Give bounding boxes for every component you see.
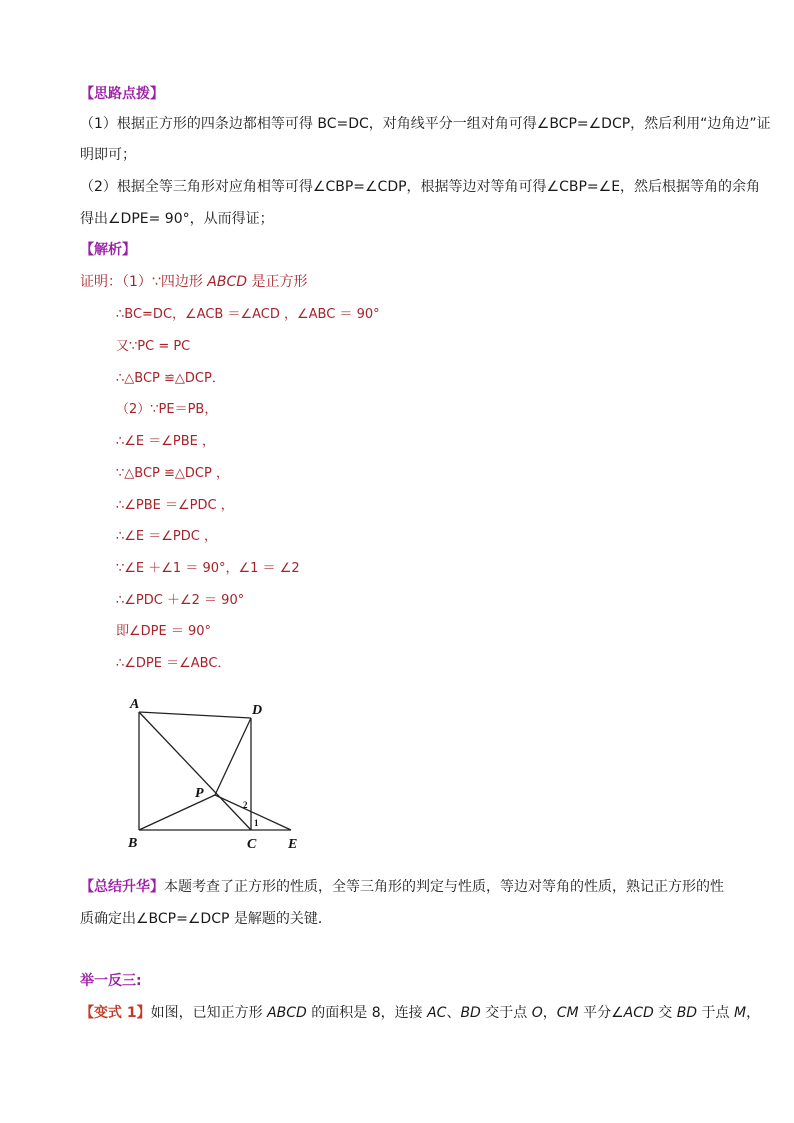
label-d: D <box>252 703 263 718</box>
variant-text: ， <box>542 1005 557 1021</box>
proof-step: ∵∠E ＋∠1 ＝ 90°，∠1 ＝ ∠2 <box>116 561 300 576</box>
variant-var: ACD <box>623 1005 654 1021</box>
variant-var: CM <box>556 1005 579 1021</box>
proof-step: 即∠DPE ＝ 90° <box>116 624 212 639</box>
proof-intro-var: ABCD <box>207 274 248 290</box>
variant-text: 如图，已知正方形 <box>150 1005 268 1021</box>
hint-1-line1: （1）根据正方形的四条边都相等可得 BC=DC，对角线平分一组对角可得∠BCP=∠DCP，然后利用“边角边”证 <box>80 116 771 132</box>
variant-var: ABCD <box>267 1005 307 1021</box>
proof-step: 又∵PC = PC <box>116 339 191 354</box>
variant-var: M <box>734 1005 747 1021</box>
variant-label: 【变式 1】 <box>80 1005 151 1021</box>
label-b: B <box>128 836 138 851</box>
geometry-figure <box>120 696 310 856</box>
proof-step: ∴∠PDC ＋∠2 ＝ 90° <box>116 593 245 608</box>
variant-text: 交于点 <box>480 1005 532 1021</box>
variant-var: BD <box>676 1005 698 1021</box>
variant-var: AC <box>427 1005 447 1021</box>
hint-2-line1: （2）根据全等三角形对应角相等可得∠CBP=∠CDP，根据等边对等角可得∠CBP=∠E，然后根据等角的余角 <box>80 179 761 195</box>
variant-text: 的面积是 8，连接 <box>306 1005 428 1021</box>
proof-step: ∴∠PBE ＝∠PDC ， <box>116 498 234 513</box>
proof-intro-prefix: 证明：（1）∵四边形 <box>80 274 208 290</box>
summary-text-1: 本题考查了正方形的性质，全等三角形的判定与性质，等边对等角的性质，熟记正方形的性 <box>164 879 724 895</box>
proof-intro <box>80 272 307 292</box>
label-angle-2: 2 <box>243 800 248 810</box>
label-c: C <box>247 837 257 852</box>
label-e: E <box>288 837 298 852</box>
variant-var: BD <box>460 1005 481 1021</box>
variant-text: 交 <box>653 1005 677 1021</box>
segment-pe <box>215 795 291 830</box>
segment-bp <box>139 795 215 830</box>
figure-lines <box>139 712 291 830</box>
proof-step: ∴∠E ＝∠PBE ， <box>116 434 216 449</box>
label-a: A <box>130 697 140 712</box>
segment-pd <box>215 718 251 795</box>
variant-text: 平分∠ <box>578 1005 624 1021</box>
proof-step: ∴△BCP ≌△DCP． <box>116 371 225 386</box>
variant-text: 、 <box>446 1005 461 1021</box>
label-angle-1: 1 <box>254 818 259 828</box>
variant-heading: 举一反三: <box>80 973 142 989</box>
proof-intro-suffix: 是正方形 <box>247 274 308 290</box>
proof-step: ∵△BCP ≌△DCP ， <box>116 466 229 481</box>
summary-line2: 质确定出∠BCP=∠DCP 是解题的关键． <box>80 911 332 927</box>
proof-step: （2）∵PE＝PB， <box>116 402 218 417</box>
hint-heading: 【思路点拨】 <box>80 86 164 102</box>
summary-line1 <box>80 877 724 897</box>
segment-ad <box>139 712 251 718</box>
proof-step: ∴∠DPE ＝∠ABC． <box>116 656 231 671</box>
variant-var: O <box>531 1005 543 1021</box>
variant-text: ， <box>746 1005 761 1021</box>
proof-step: ∴BC=DC，∠ACB ＝∠ACD ，∠ABC ＝ 90° <box>116 307 380 322</box>
segment-ac <box>139 712 251 830</box>
analysis-heading: 【解析】 <box>80 242 136 258</box>
hint-2-line2: 得出∠DPE= 90°，从而得证； <box>80 211 274 227</box>
hint-1-line2: 明即可； <box>80 147 136 163</box>
label-p: P <box>195 786 204 801</box>
proof-step: ∴∠E ＝∠PDC ， <box>116 529 217 544</box>
variant-text: 于点 <box>697 1005 734 1021</box>
summary-heading: 【总结升华】 <box>80 879 164 895</box>
variant-question <box>80 1003 760 1023</box>
